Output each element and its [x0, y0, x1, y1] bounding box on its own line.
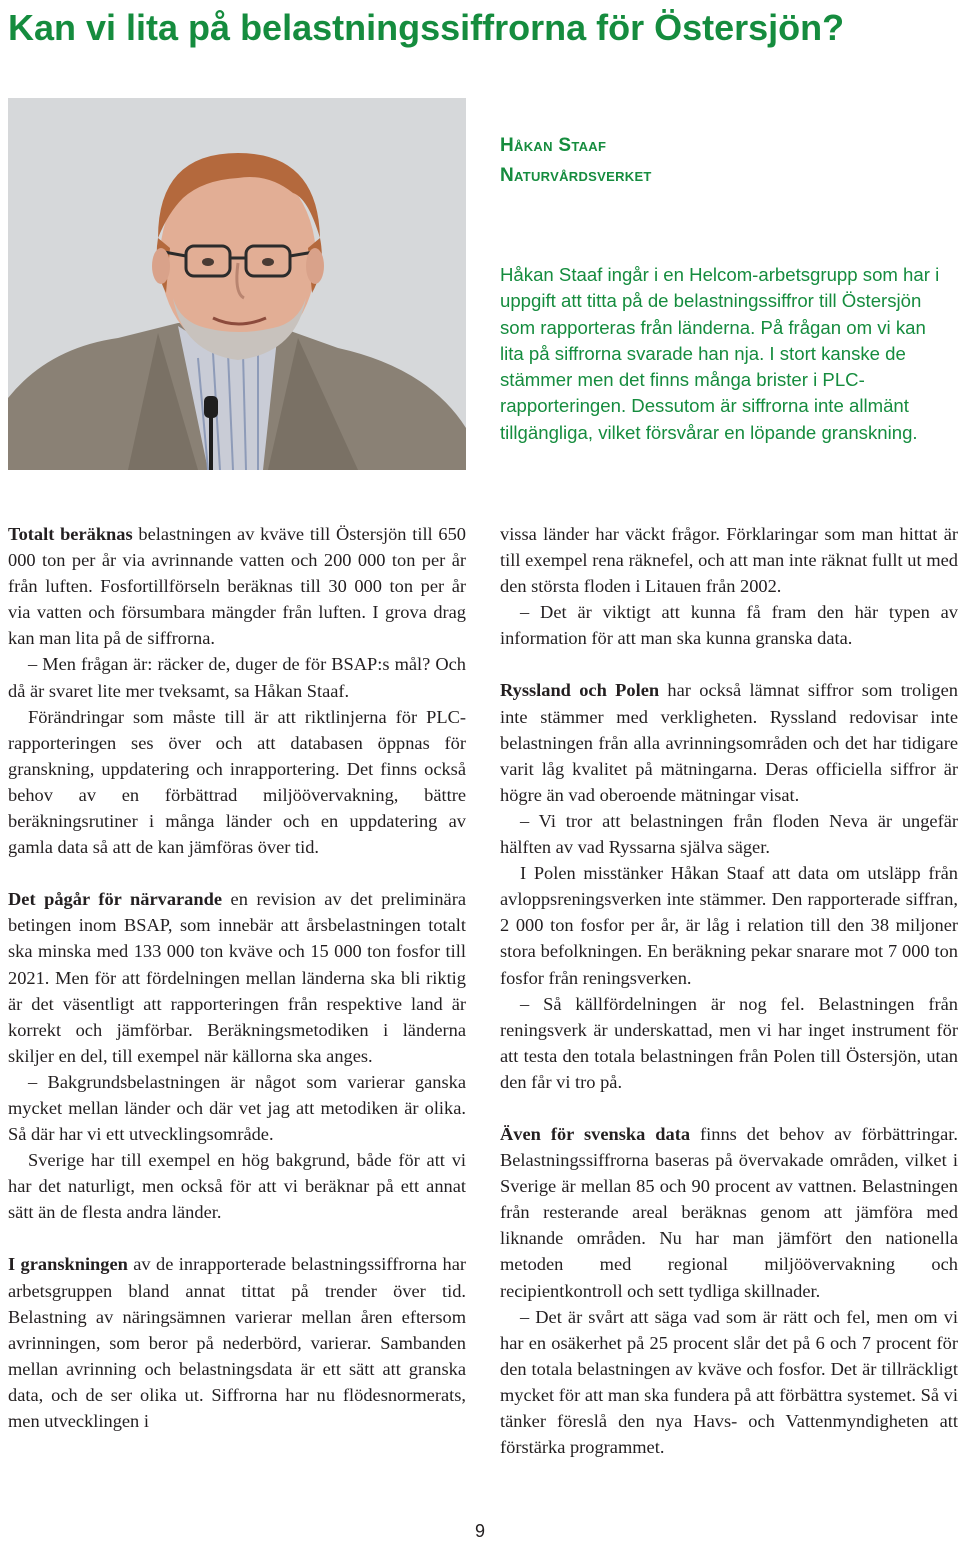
paragraph-lead: Även för svenska data — [500, 1123, 691, 1144]
paragraph — [500, 521, 958, 599]
paragraph — [500, 1304, 958, 1461]
paragraph-text: I Polen misstänker Håkan Staaf att data om utsläpp från avloppsreningsverken inte stämmer. Den rapporterade siffran, 2 000 ton fosfor per år, är låg i relation till den 38 miljoner stora befolkningen. En beräkning pekar snarare mot 7 000 ton fosfor från reningsverken. — [500, 863, 958, 988]
paragraph — [8, 1069, 466, 1147]
intro-paragraph: Håkan Staaf ingår i en Helcom-arbetsgrupp som har i uppgift att titta på de belastningssiffror till Östersjön som rapporteras från länderna. På frågan om vi kan lita på siffrorna svarade han nja. I stort kanske de stämmer men det finns många brister i PLC-rapporteringen. Dessutom är siffrorna inte allmänt tillgängliga, vilket försvårar en löpande granskning. — [500, 264, 940, 443]
paragraph-text: en revision av det preliminära betingen inom BSAP, som innebär att årsbelastningen totalt ska minska med 133 000 ton kväve och 15 000 ton fosfor till 2021. Men för att fördelningen mellan länderna ska bli riktig är det väsentligt att rapporteringen från respektive land är korrekt och jämförbar. Beräkningsmetodiken i länderna skiljer en del, till exempel när källorna ska anges. — [8, 889, 466, 1066]
paragraph-text: Förändringar som måste till är att riktlinjerna för PLC-rapporteringen ses över och att databasen öppnas för granskning, uppdatering och inrapportering. Det finns också behov av en förbättrad miljöövervakning, bättre beräkningsrutiner i många länder och en uppdatering av gamla data så att de kan jämföras över tid. — [8, 706, 466, 858]
page-title: Kan vi lita på belastningssiffrorna för Östersjön? — [8, 7, 845, 48]
paragraph — [8, 1251, 466, 1434]
paragraph-text: har också lämnat siffror som troligen inte stämmer med verkligheten. Ryssland redovisar inte belastningen från alla avrinningsområden och det har tidigare varit låg kvalitet på mätningarna. Deras officiella siffror är högre än vad oberoende mätningar visat. — [500, 680, 958, 805]
paragraph-lead: I granskningen — [8, 1254, 128, 1275]
paragraph-lead: Ryssland och Polen — [500, 680, 660, 701]
right-column — [500, 521, 958, 1460]
paragraph — [500, 860, 958, 990]
paragraph-lead: Det pågår för närvarande — [8, 889, 222, 910]
paragraph-lead: Totalt beräknas — [8, 524, 133, 544]
paragraph — [500, 808, 958, 860]
paragraph-text: – Det är viktigt att kunna få fram den här typen av information för att man ska kunna granska data. — [500, 602, 958, 649]
paragraph-text: – Bakgrundsbelastningen är något som varierar ganska mycket mellan länder och där vet jag att metodiken är olika. Så där har vi ett utvecklingsområde. — [8, 1071, 466, 1145]
paragraph — [500, 599, 958, 651]
paragraph — [8, 521, 466, 651]
paragraph-text: – Men frågan är: räcker de, duger de för BSAP:s mål? Och då är svaret lite mer tveksamt, sa Håkan Staaf. — [8, 654, 466, 701]
paragraph-text: belastningen av kväve till Östersjön till 650 000 ton per år via avrinnande vatten och 200 000 ton per år från luften. Fosfortillförseln beräknas till 30 000 ton per år via vatten och försumbara mängder från luften. I grova drag kan man lita på de siffrorna. — [8, 524, 466, 649]
paragraph-text: – Det är svårt att säga vad som är rätt och fel, men om vi har en osäkerhet på 25 procent slår det på 6 och 7 procent för den totala belastningen av kväve och fosfor. Det är tillräckligt mycket för att man ska fundera på att förbättra systemet. Så vi tänker föreslå den nya Havs- och Vattenmyndigheten att förstärka programmet. — [500, 1306, 958, 1458]
author-name: Håkan Staaf — [500, 135, 607, 156]
paragraph — [8, 704, 466, 861]
paragraph — [500, 677, 958, 807]
paragraph-text: finns det behov av förbättringar. Belastningssiffrorna baseras på övervakade områden, vilket i Sverige är mellan 85 och 90 procent av vattnen. Belastningen från resterande areal beräknas genom att jämföra med liknande områden. Nu har man jämfört den nationella metoden med regional miljöövervakning och recipientkontroll och sett tydliga skillnader. — [500, 1123, 958, 1301]
paragraph — [500, 1121, 958, 1304]
author-photo — [8, 98, 466, 470]
byline — [500, 131, 652, 191]
left-column — [8, 521, 466, 1434]
paragraph — [8, 1147, 466, 1225]
paragraph-text: – Så källfördelningen är nog fel. Belastningen från reningsverk är underskattad, men vi har inget instrument för att testa den totala belastningen från Polen till Östersjön, utan den får vi tro på. — [500, 993, 958, 1092]
paragraph — [8, 651, 466, 703]
paragraph-text: – Vi tror att belastningen från floden Neva är ungefär hälften av vad Ryssarna själva säger. — [500, 810, 958, 858]
paragraph-text: Sverige har till exempel en hög bakgrund, både för att vi har det naturligt, men också för att vi beräknar på ett annat sätt än de flesta andra länder. — [8, 1150, 466, 1223]
page-number: 9 — [474, 1521, 485, 1541]
paragraph — [8, 886, 466, 1069]
paragraph — [500, 991, 958, 1095]
paragraph-text: av de inrapporterade belastningssiffrorna har arbetsgruppen bland annat tittat på trender över tid. Belastning av näringsämnen varierar mellan åren eftersom avrinningen, som beror på nederbörd, varierar. Sambanden mellan avrinning och belastningsdata är ett sätt att granska data, och de ser olika ut. Siffrorna har nu flödesnormerats, men utvecklingen i — [8, 1254, 466, 1431]
author-organization: Naturvårdsverket — [500, 165, 652, 186]
paragraph-text: vissa länder har väckt frågor. Förklaringar som man hittat är till exempel rena räknefel, och att man inte räknat fullt ut med den största floden i Litauen från 2002. — [500, 524, 958, 597]
